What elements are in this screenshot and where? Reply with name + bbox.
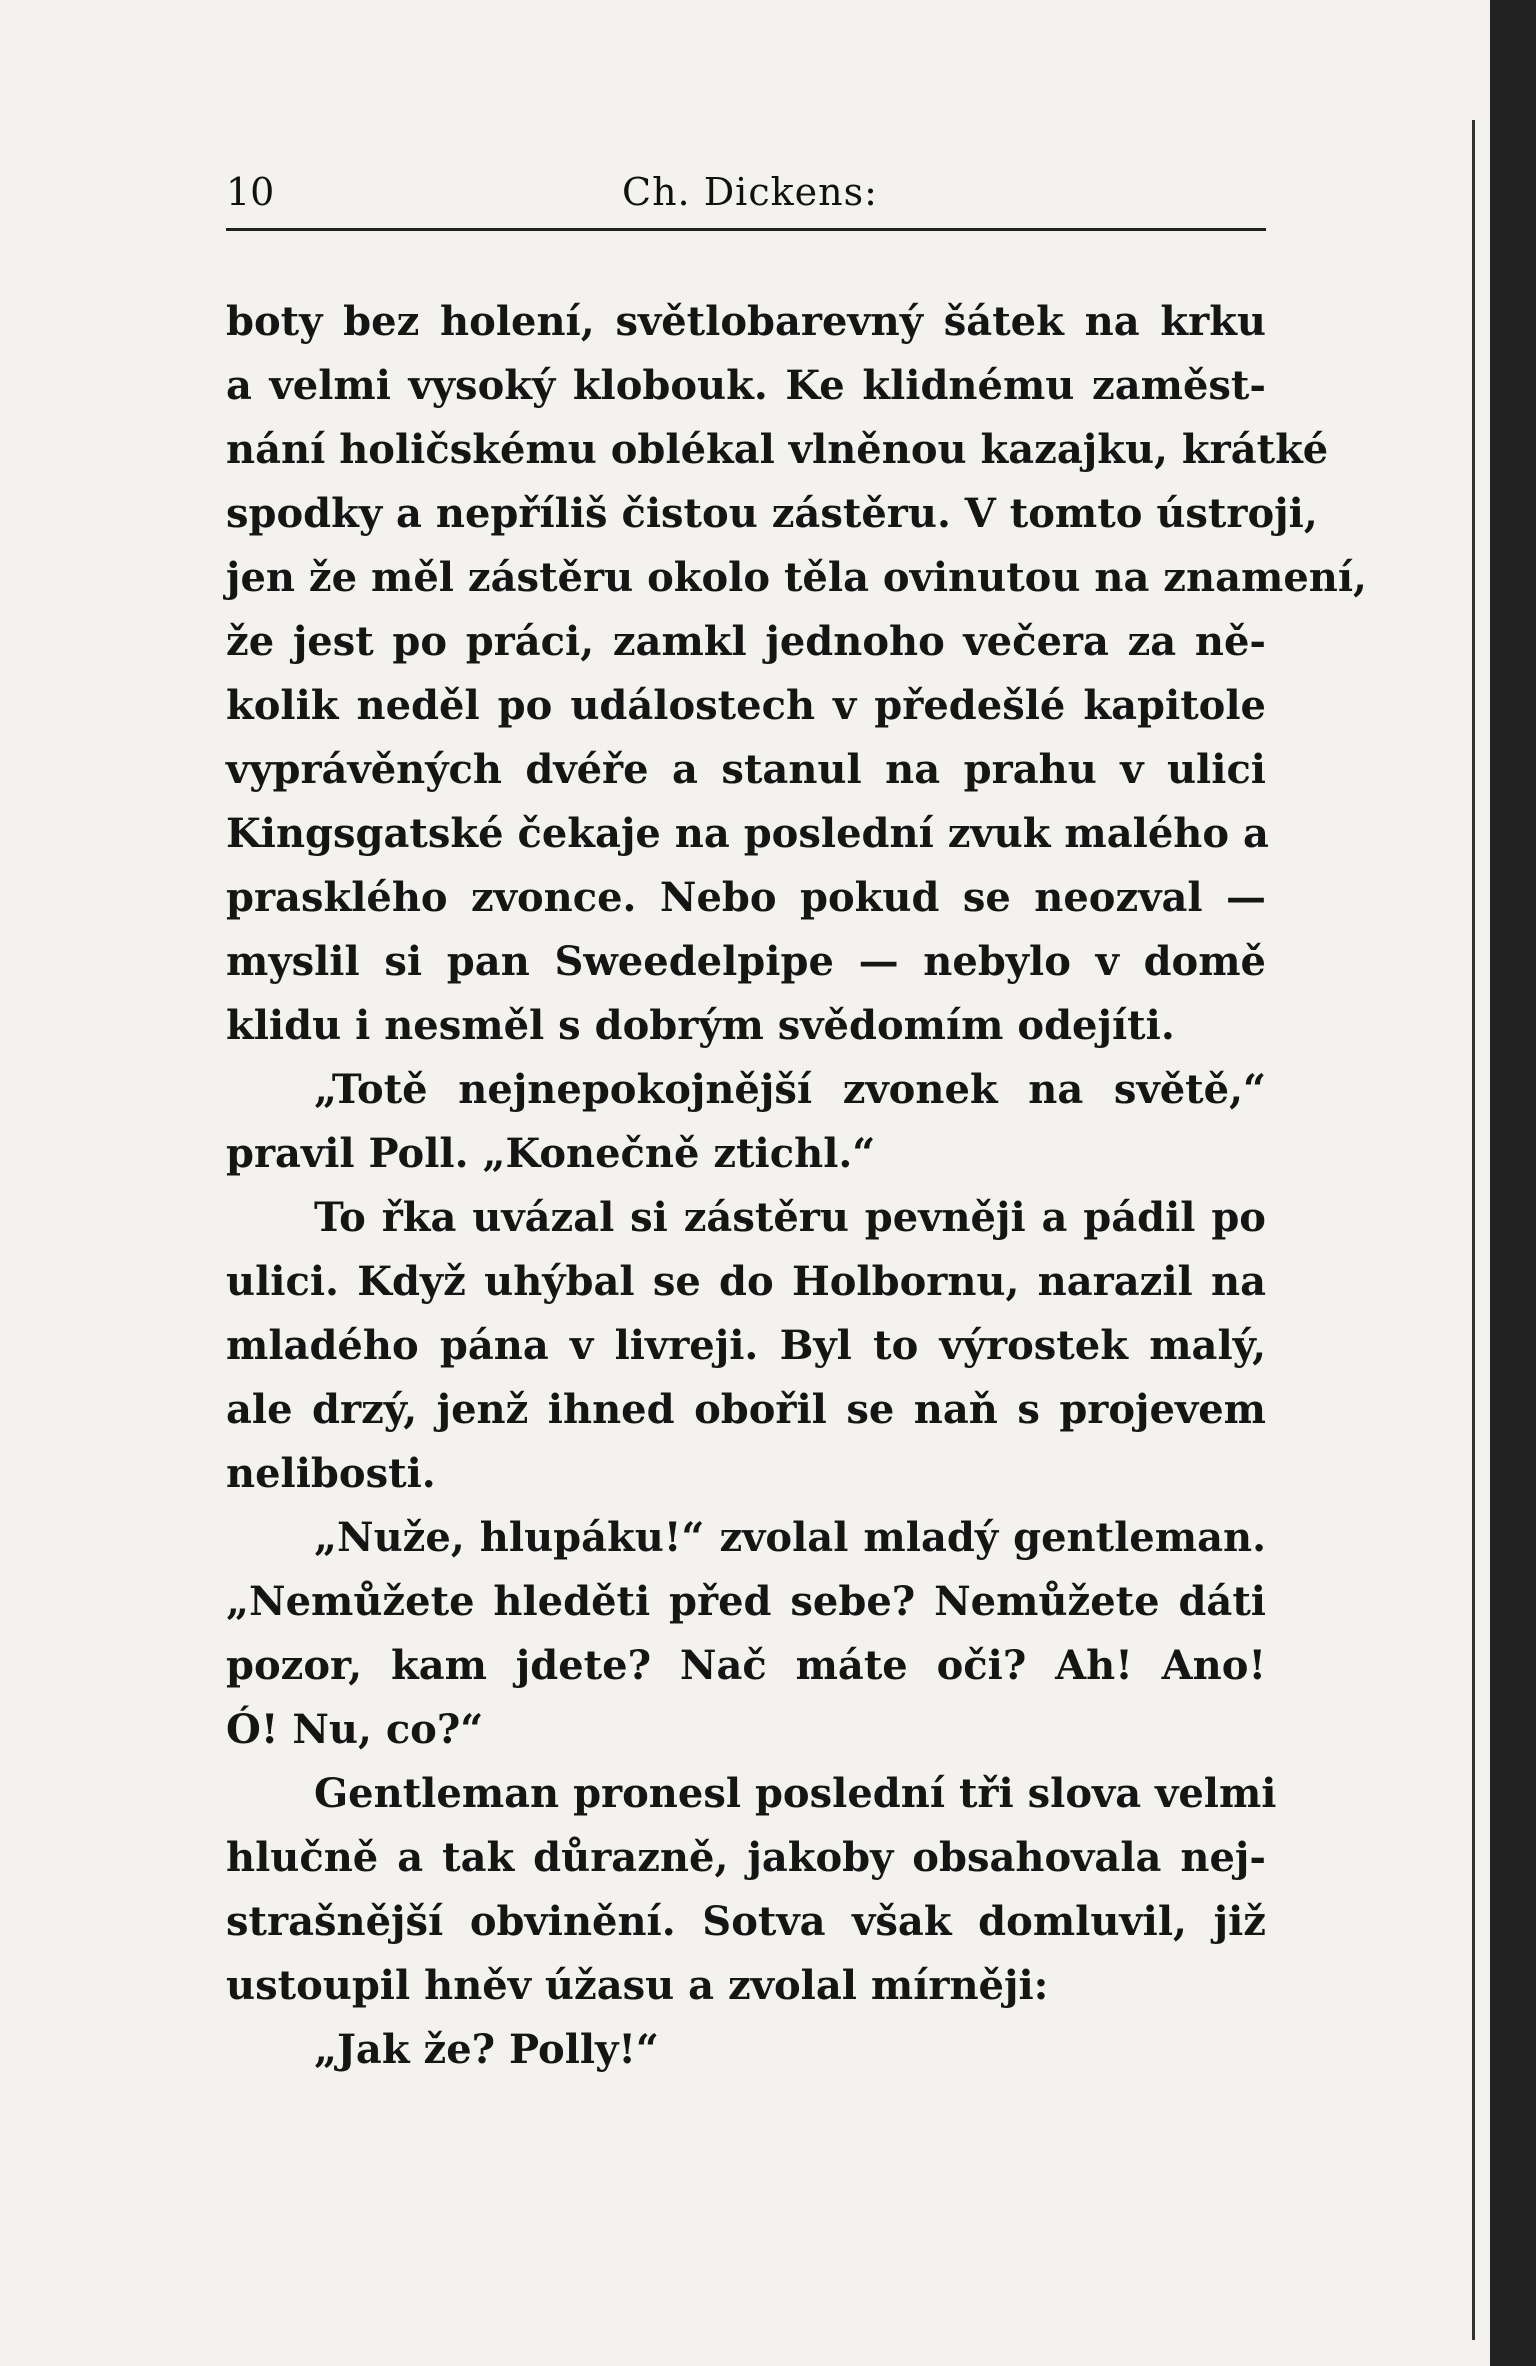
text-line: a velmi vysoký klobouk. Ke klidnému zaměst-	[226, 362, 1266, 409]
page-margin-edge	[1490, 0, 1536, 2366]
text-line: nelibosti.	[226, 1450, 436, 1497]
body-text	[226, 290, 1367, 2082]
text-line: pravil Poll. „Konečně ztichl.“	[226, 1130, 876, 1177]
text-line: jen že měl zástěru okolo těla ovinutou na znamení,	[226, 554, 1367, 601]
text-line: ulici. Když uhýbal se do Holbornu, narazil na	[226, 1258, 1266, 1305]
text-line: hlučně a tak důrazně, jakoby obsahovala nej-	[226, 1834, 1266, 1881]
paragraph-4	[226, 1506, 1266, 1762]
header-rule	[226, 228, 1266, 231]
text-line: ale drzý, jenž ihned obořil se naň s projevem	[226, 1386, 1266, 1433]
text-line: kolik neděl po událostech v předešlé kapitole	[226, 682, 1266, 729]
text-line: „Jak že? Polly!“	[314, 2026, 659, 2073]
paragraph-1	[226, 290, 1367, 1058]
running-head: Ch. Dickens:	[622, 170, 878, 214]
text-line: To řka uvázal si zástěru pevněji a pádil po	[314, 1194, 1266, 1241]
text-line: nání holičskému oblékal vlněnou kazajku, krátké	[226, 426, 1329, 473]
text-line: mladého pána v livreji. Byl to výrostek malý,	[226, 1322, 1266, 1369]
text-line: ustoupil hněv úžasu a zvolal mírněji:	[226, 1962, 1049, 2009]
page-number: 10	[226, 170, 275, 214]
page-edge-line	[1472, 120, 1475, 2340]
text-line: myslil si pan Sweedelpipe — nebylo v domě	[226, 938, 1266, 985]
text-line: Kingsgatské čekaje na poslední zvuk malého a	[226, 810, 1269, 857]
page-header	[226, 170, 1266, 230]
paragraph-3	[226, 1186, 1266, 1506]
text-line: „Nuže, hlupáku!“ zvolal mladý gentleman.	[314, 1514, 1266, 1561]
paragraph-2	[226, 1058, 1266, 1186]
text-line: „Totě nejnepokojnější zvonek na světě,“	[314, 1066, 1266, 1113]
paragraph-5	[226, 1762, 1277, 2018]
text-line: boty bez holení, světlobarevný šátek na krku	[226, 298, 1266, 345]
text-line: Ó! Nu, co?“	[226, 1706, 484, 1753]
text-line: pozor, kam jdete? Nač máte oči? Ah! Ano!	[226, 1642, 1266, 1689]
text-line: „Nemůžete hleděti před sebe? Nemůžete dáti	[226, 1578, 1266, 1625]
text-line: vyprávěných dvéře a stanul na prahu v ulici	[226, 746, 1266, 793]
text-line: že jest po práci, zamkl jednoho večera za ně-	[226, 618, 1266, 665]
text-line: Gentleman pronesl poslední tři slova velmi	[314, 1770, 1277, 1817]
text-line: prasklého zvonce. Nebo pokud se neozval —	[226, 874, 1266, 921]
text-line: klidu i nesměl s dobrým svědomím odejíti.	[226, 1002, 1175, 1049]
text-line: spodky a nepříliš čistou zástěru. V tomto ústroji,	[226, 490, 1318, 537]
paragraph-6	[226, 2018, 1266, 2082]
text-line: strašnější obvinění. Sotva však domluvil, již	[226, 1898, 1266, 1945]
